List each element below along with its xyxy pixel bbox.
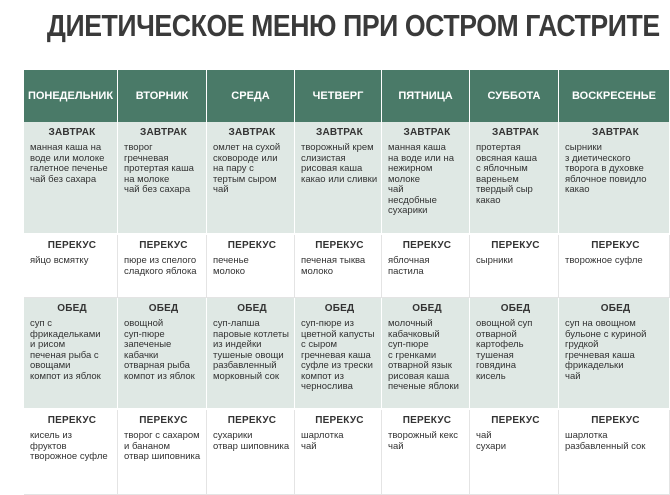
dish-line: молочный — [388, 318, 433, 329]
menu-cell — [24, 122, 118, 235]
dish-line: творожное суфле — [565, 255, 643, 266]
dish-line: творог — [124, 142, 153, 153]
dish-line: кисель из — [30, 430, 72, 441]
dish-line: протертая — [476, 142, 521, 153]
dish-line: творожное суфле — [30, 451, 108, 462]
dish-line: печенье — [213, 255, 249, 266]
dish-line: отвар шиповника — [213, 440, 290, 452]
dish-line: рисовая каша — [388, 370, 450, 382]
dish-line: сухари — [476, 440, 507, 452]
dish-line: слизистая — [301, 152, 346, 164]
page-title: ДИЕТИЧЕСКОЕ МЕНЮ ПРИ ОСТРОМ ГАСТРИТЕ — [46, 8, 660, 43]
menu-cell — [382, 122, 470, 235]
dish-line: сырники — [476, 255, 513, 266]
menu-cell — [559, 122, 670, 235]
dish-line: творога в духовке — [565, 163, 644, 174]
dish-line: суп-пюре — [124, 328, 165, 340]
dish-line: творожный крем — [301, 142, 374, 153]
dish-line: тушеная — [476, 349, 514, 361]
menu-table — [24, 70, 670, 495]
dish-line: омлет на сухой — [213, 142, 281, 153]
dish-line: суп-лапша — [213, 318, 260, 329]
dish-line: тушеные овощи — [213, 349, 284, 361]
dish-line: какао — [476, 194, 501, 206]
menu-cell — [207, 298, 295, 410]
menu-cell — [470, 298, 559, 410]
dish-line: печеная тыква — [301, 255, 366, 266]
dish-line: чай без сахара — [30, 173, 97, 185]
menu-cell — [295, 410, 382, 495]
dish-line: отвар шиповника — [124, 451, 201, 462]
meal-label: ОБЕД — [237, 303, 267, 314]
menu-cell — [118, 410, 207, 495]
dish-line: яблочное повидло — [565, 173, 647, 185]
dish-line: из индейки — [213, 339, 262, 350]
dish-line: компот из яблок — [124, 370, 195, 382]
dish-line: сладкого яблока — [124, 265, 197, 277]
meal-label: ПЕРЕКУС — [591, 240, 640, 251]
meal-label: ПЕРЕКУС — [227, 240, 277, 251]
meal-label: ОБЕД — [57, 303, 87, 314]
dish-line: компот из яблок — [30, 370, 101, 382]
meal-label: ОБЕД — [324, 303, 355, 314]
day-header: ВОСКРЕСЕНЬЕ — [559, 70, 670, 122]
menu-cell — [207, 410, 295, 495]
meal-label: ПЕРЕКУС — [227, 415, 277, 426]
dish-line: чай — [476, 430, 492, 441]
menu-cell — [470, 122, 559, 235]
menu-cell — [295, 235, 382, 298]
menu-cell — [118, 122, 207, 235]
menu-cell — [559, 410, 670, 495]
dish-line: паровые котлеты — [213, 328, 289, 340]
dish-line: суп на овощном — [565, 318, 636, 329]
meal-label: ПЕРЕКУС — [491, 415, 540, 426]
dish-line: галетное печенье — [30, 163, 108, 174]
dish-line: тертым сыром — [213, 173, 277, 185]
dish-line: овсяная каша — [476, 152, 537, 164]
dish-line: суп-пюре из — [301, 318, 354, 329]
menu-cell — [470, 410, 559, 495]
meal-label: ЗАВТРАК — [48, 127, 96, 138]
dish-line: кисель — [476, 370, 506, 382]
dish-line: пюре из спелого — [124, 255, 197, 266]
dish-line: какао или сливки — [301, 173, 378, 185]
dish-line: на молоке — [124, 173, 170, 185]
dish-line: фрикадельками — [30, 328, 101, 340]
dish-line: и рисом — [30, 339, 66, 350]
dish-line: фруктов — [30, 440, 67, 452]
menu-cell — [118, 235, 207, 298]
dish-line: с гренками — [388, 349, 437, 361]
meal-label: ЗАВТРАК — [228, 127, 276, 138]
dish-line: с сыром — [301, 339, 338, 350]
dish-line: чернослива — [301, 381, 353, 392]
menu-cell — [207, 235, 295, 298]
day-header: ЧЕТВЕРГ — [295, 70, 382, 122]
dish-line: говядина — [476, 360, 517, 371]
dish-line: шарлотка — [301, 430, 344, 441]
menu-cell — [382, 235, 470, 298]
dish-line: фрикадельки — [565, 360, 624, 371]
dish-line: чай — [388, 184, 404, 195]
meal-label: ПЕРЕКУС — [47, 240, 97, 251]
dish-line: рисовая каша — [301, 163, 363, 174]
dish-line: гречневая — [124, 152, 169, 164]
meal-label: ПЕРЕКУС — [591, 415, 640, 426]
meal-label: ОБЕД — [600, 303, 631, 314]
dish-line: разбавленный сок — [565, 440, 646, 452]
meal-label: ЗАВТРАК — [403, 127, 451, 138]
dish-line: грудкой — [565, 339, 599, 350]
meal-label: ЗАВТРАК — [316, 127, 363, 138]
dish-line: с яблочным — [476, 163, 528, 174]
dish-line: манная каша на — [30, 142, 102, 153]
dish-line: несдобные — [388, 194, 437, 206]
menu-cell — [118, 298, 207, 410]
menu-cell — [24, 298, 118, 410]
day-header: ВТОРНИК — [118, 70, 207, 122]
menu-cell — [470, 235, 559, 298]
meal-label: ПЕРЕКУС — [47, 415, 97, 426]
dish-line: отварной язык — [388, 360, 452, 371]
dish-line: картофель — [476, 339, 524, 350]
dish-line: твердый сыр — [476, 184, 533, 195]
dish-line: компот из — [301, 370, 344, 382]
meal-label: ПЕРЕКУС — [139, 415, 188, 426]
dish-line: печеные яблоки — [388, 381, 459, 392]
dish-line: отварная рыба — [124, 360, 190, 371]
dish-line: морковный сок — [213, 370, 280, 382]
dish-line: з диетического — [565, 152, 631, 164]
meal-label: ОБЕД — [500, 303, 531, 314]
dish-line: гречневая каша — [565, 349, 635, 361]
menu-cell — [382, 410, 470, 495]
dish-line: на воде или на — [388, 152, 454, 164]
meal-label: ПЕРЕКУС — [139, 240, 188, 251]
dish-line: сырники — [565, 142, 602, 153]
dish-line: суфле из трески — [301, 360, 373, 371]
dish-line: сковороде или — [213, 152, 278, 164]
dish-line: чай без сахара — [124, 184, 191, 195]
meal-label: ПЕРЕКУС — [491, 240, 540, 251]
dish-line: шарлотка — [565, 430, 608, 441]
meal-label: ЗАВТРАК — [592, 127, 639, 138]
meal-label: ПЕРЕКУС — [315, 240, 364, 251]
dish-line: разбавленный — [213, 360, 277, 371]
dish-line: нежирном молоке — [388, 163, 433, 185]
dish-line: бульоне с куриной — [565, 328, 647, 340]
dish-line: кабачковый — [388, 328, 440, 340]
dish-line: какао — [565, 184, 590, 195]
dish-line: запеченые — [124, 339, 172, 350]
menu-cell — [382, 298, 470, 410]
day-header: ПОНЕДЕЛЬНИК — [24, 70, 118, 122]
dish-line: манная каша — [388, 142, 446, 153]
dish-line: цветной капусты — [301, 328, 375, 340]
day-header: СУББОТА — [470, 70, 559, 122]
dish-line: вареньем — [476, 173, 519, 185]
dish-line: чай — [301, 440, 317, 452]
dish-line: сухарики — [388, 205, 428, 216]
meal-label: ОБЕД — [412, 303, 442, 314]
dish-line: яйцо всмятку — [30, 255, 89, 266]
menu-cell — [559, 298, 670, 410]
dish-line: творог с сахаром — [124, 430, 200, 441]
dish-line: суп-пюре — [388, 339, 429, 350]
dish-line: овощами — [30, 360, 71, 371]
menu-cell — [24, 235, 118, 298]
dish-line: овощной — [124, 318, 164, 329]
dish-line: на пару с — [213, 163, 254, 174]
menu-cell — [559, 235, 670, 298]
menu-cell — [207, 122, 295, 235]
dish-line: яблочная пастила — [388, 255, 430, 277]
meal-label: ПЕРЕКУС — [402, 415, 452, 426]
dish-line: творожный кекс — [388, 430, 458, 441]
dish-line: гречневая каша — [301, 349, 371, 361]
meal-label: ЗАВТРАК — [140, 127, 187, 138]
dish-line: и бананом — [124, 440, 171, 452]
dish-line: воде или молоке — [30, 152, 105, 164]
menu-cell — [295, 298, 382, 410]
meal-label: ПЕРЕКУС — [402, 240, 452, 251]
meal-label: ОБЕД — [148, 303, 179, 314]
menu-cell — [295, 122, 382, 235]
dish-line: кабачки — [124, 349, 159, 361]
meal-label: ПЕРЕКУС — [315, 415, 364, 426]
dish-line: печеная рыба с — [30, 349, 99, 361]
dish-line: сухарики — [213, 430, 253, 441]
dish-line: чай — [565, 370, 581, 382]
dish-line: молоко — [213, 265, 246, 277]
meal-label: ЗАВТРАК — [492, 127, 539, 138]
day-header: СРЕДА — [207, 70, 295, 122]
dish-line: отварной — [476, 328, 517, 340]
dish-line: суп с — [30, 318, 53, 329]
dish-line: овощной суп — [476, 318, 533, 329]
dish-line: молоко — [301, 265, 334, 277]
dish-line: чай — [213, 184, 229, 195]
dish-line: протертая каша — [124, 163, 194, 174]
menu-cell — [24, 410, 118, 495]
dish-line: чай — [388, 440, 404, 452]
day-header: ПЯТНИЦА — [382, 70, 470, 122]
